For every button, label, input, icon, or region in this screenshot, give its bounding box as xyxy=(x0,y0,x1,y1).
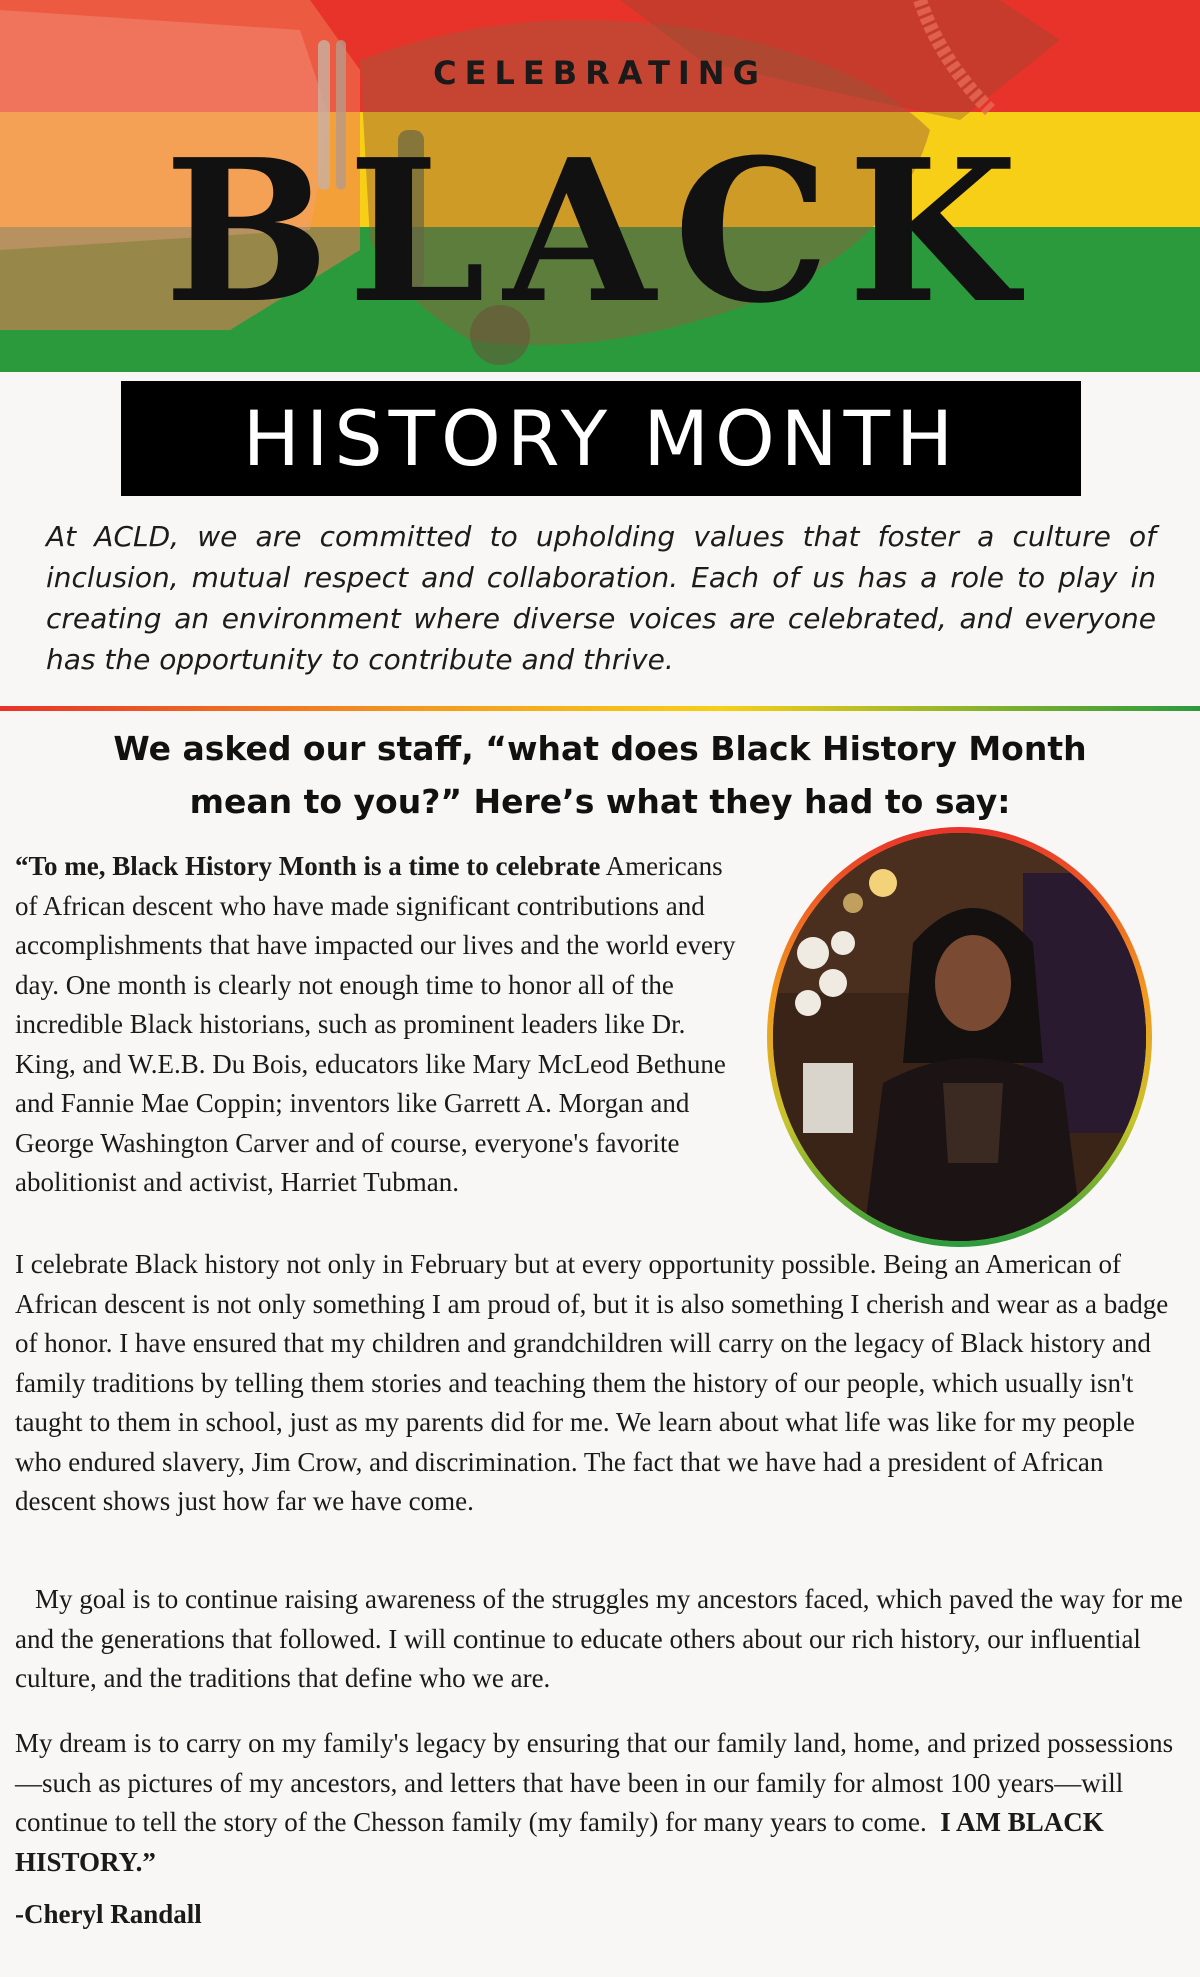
hero-banner xyxy=(0,0,1200,372)
staff-question-heading xyxy=(40,722,1160,828)
quote-paragraph-1-text: Americans of African descent who have made significant contributions and accomplishments that have impacted our lives and the world every day. One month is clearly not enough time to honor all of the incredible Black historians, such as prominent leaders like Dr. King, and W.E.B. Du Bois, educators like Mary McLeod Bethune and Fannie Mae Coppin; inventors like Garrett A. Morgan and George Washington Carver and of course, everyone's favorite abolitionist and activist, Harriet Tubman. xyxy=(15,851,736,1197)
question-line-1: We asked our staff, “what does Black History Month xyxy=(113,729,1087,768)
history-month-label: HISTORY MONTH xyxy=(242,394,960,483)
quote-paragraph-1 xyxy=(15,847,750,1203)
black-heading: BLACK xyxy=(164,117,1036,347)
intro-statement: At ACLD, we are committed to upholding values that foster a culture of inclusion, mutual respect and collaboration. Each of us has a role to play in creating an environment where diverse voices are celebrated, and everyone has the opportunity to contribute and thrive. xyxy=(46,520,1156,676)
quote-paragraph-4-text: My dream is to carry on my family's legacy by ensuring that our family land, home, and prized possessions—such as pictures of my ancestors, and letters that have been in our family for almost 100 years—will continue to tell the story of the Chesson family (my family) for many years to come. xyxy=(15,1728,1174,1837)
question-line-2: mean to you?” Here’s what they had to say: xyxy=(189,782,1011,821)
celebrating-label: CELEBRATING xyxy=(433,54,767,92)
rainbow-divider xyxy=(0,706,1200,711)
portrait-frame xyxy=(767,827,1152,1247)
history-month-banner xyxy=(121,381,1081,496)
quote-paragraph-3: My goal is to continue raising awareness of the struggles my ancestors faced, which paved the way for me and the generations that followed. I will continue to educate others about our rich history, our influential culture, and the traditions that define who we are. xyxy=(15,1584,1183,1693)
portrait-photo xyxy=(773,833,1146,1241)
quote-lead: “To me, Black History Month is a time to celebrate xyxy=(15,851,601,881)
quote-paragraph-2: I celebrate Black history not only in February but at every opportunity possible. Being an American of African descent is not only something I am proud of, but it is also something I cherish and wear as a badge of honor. I have ensured that my children and grandchildren will carry on the legacy of Black history and family traditions by telling them stories and teaching them the history of our people, which usually isn't taught to them in school, just as my parents did for me. We learn about what life was like for my people who endured slavery, Jim Crow, and discrimination. The fact that we have had a president of African descent shows just how far we have come. xyxy=(15,1249,1169,1516)
quote-paragraph-4 xyxy=(15,1724,1185,1882)
quote-closing: I AM BLACK HISTORY.” xyxy=(15,1807,1104,1877)
signature: -Cheryl Randall xyxy=(15,1899,202,1929)
